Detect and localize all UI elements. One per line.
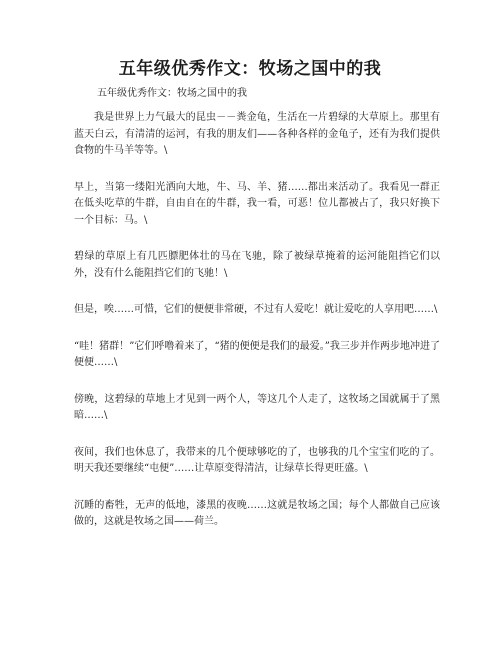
paragraph-6: 傍晚，这碧绿的草地上才见到一两个人，等这几个人走了，这牧场之国就属于了黑暗……\	[74, 393, 440, 421]
paragraph-7: 夜间，我们也休息了，我带来的几个便球够吃的了，也够我的几个宝宝们吃的了。明天我还要继续“屯便”……让草原变得清洁，让绿草长得更旺盛。\	[74, 446, 440, 474]
paragraph-1: 我是世界上力气最大的昆虫－－粪金龟，生活在一片碧绿的大草原上。那里有蓝天白云，有清清的运河，有我的朋友们——各种各样的金龟子，还有为我们提供食物的牛马羊等等。\	[74, 112, 440, 156]
paragraph-3: 碧绿的草原上有几匹膘肥体壮的马在飞驰，除了被绿草掩着的运河能阻挡它们以外，没有什么能阻挡它们的飞驰！\	[74, 251, 440, 279]
paragraph-5: “哇！猪群！”它们呼噜着来了，“猪的便便是我们的最爱。”我三步并作两步地冲进了便便……\	[74, 340, 440, 368]
document-title: 五年级优秀作文：牧场之国中的我	[118, 59, 382, 79]
paragraph-8: 沉睡的畜牲，无声的低地，漆黑的夜晚……这就是牧场之国；每个人都做自己应该做的，这就是牧场之国——荷兰。	[74, 499, 440, 527]
document-subtitle: 五年级优秀作文：牧场之国中的我	[97, 88, 247, 99]
paragraph-4: 但是，唉……可惜，它们的便便非常硬，不过有人爱吃！就让爱吃的人享用吧……\	[74, 304, 438, 315]
paragraph-2: 早上，当第一缕阳光洒向大地，牛、马、羊、猪……都出来活动了。我看见一群正在低头吃草的牛群，自由自在的牛群，我一看，可恶！位儿都被占了，我只好换下一个目标：马。\	[74, 181, 440, 226]
document-body	[74, 110, 440, 551]
